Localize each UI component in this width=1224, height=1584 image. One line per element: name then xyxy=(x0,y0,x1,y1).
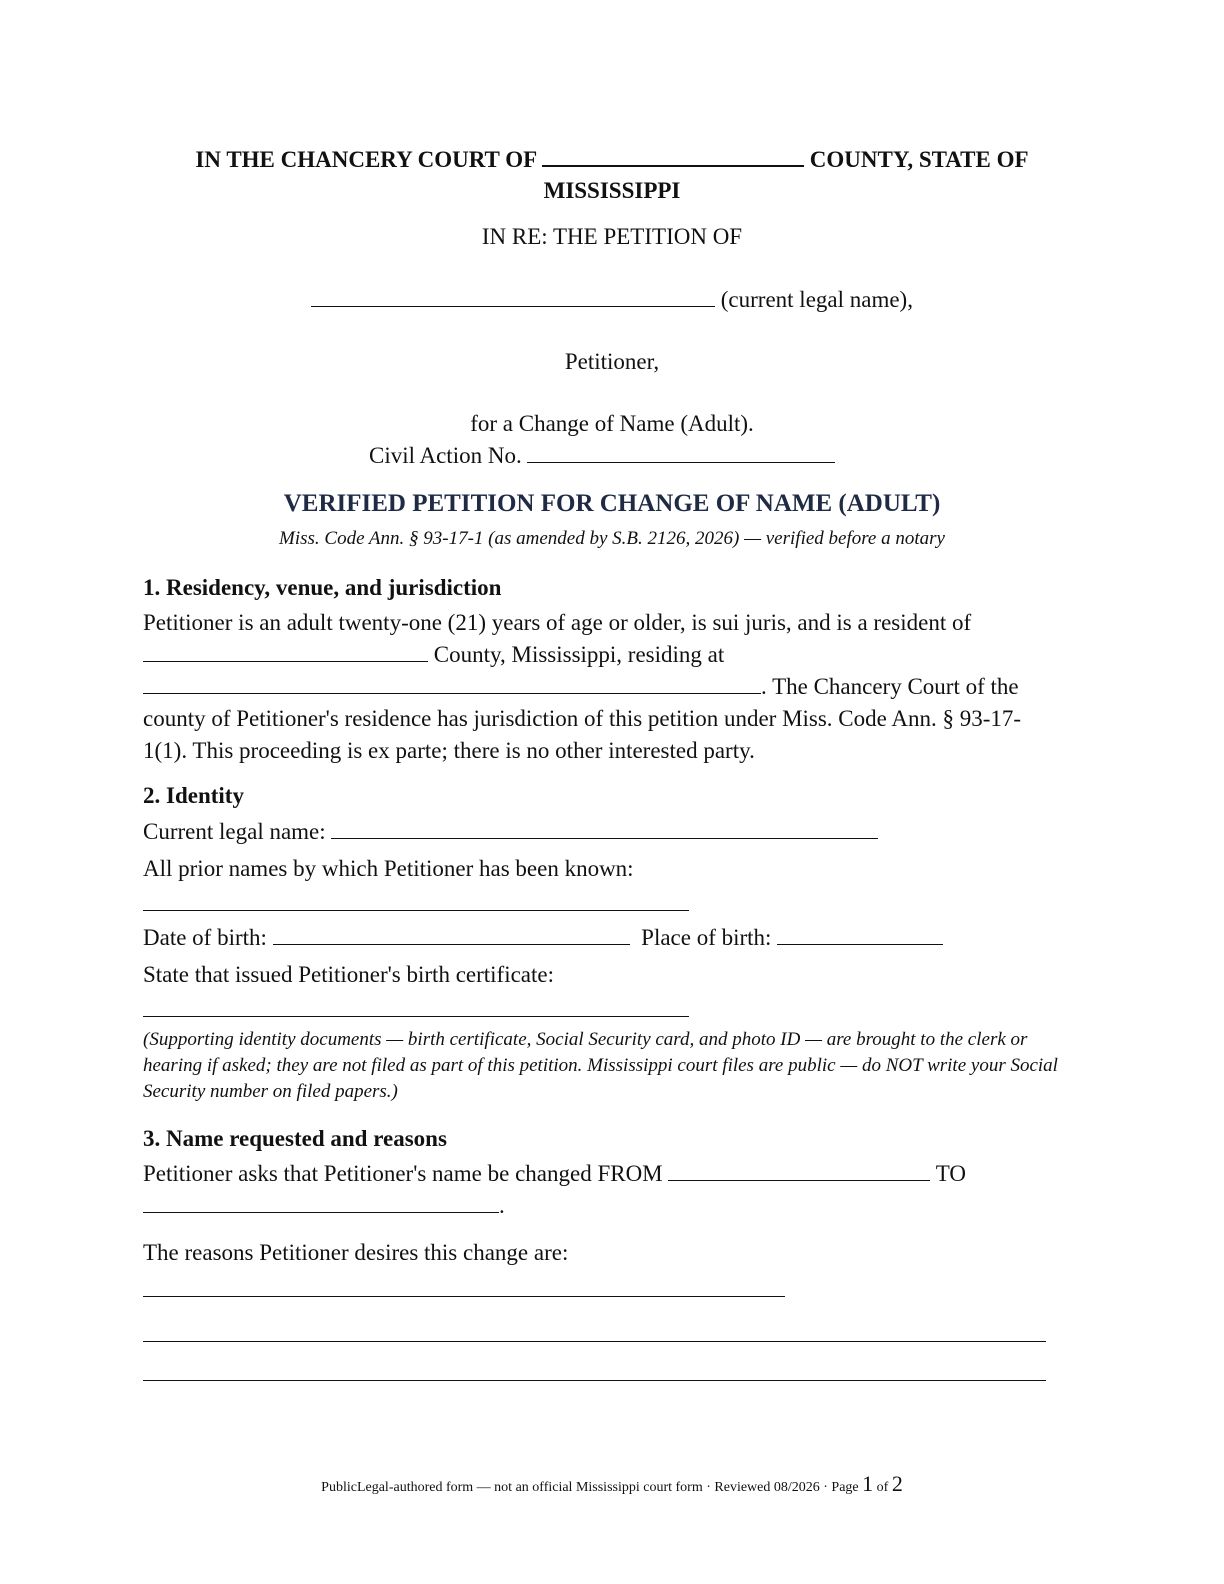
section-1-address-line xyxy=(143,671,1083,703)
footer-page-total: 2 xyxy=(891,1471,903,1496)
section-1-line-1: Petitioner is an adult twenty-one (21) years of age or older, is sui juris, and is a resident of xyxy=(143,610,972,635)
prior-names-label: All prior names by which Petitioner has been known: xyxy=(143,856,634,881)
reasons-blank-3[interactable] xyxy=(143,1380,1046,1381)
current-name-line xyxy=(140,284,1084,315)
court-caption xyxy=(140,144,1084,206)
county-text: County, Mississippi, residing at xyxy=(433,642,725,667)
name-change-row xyxy=(143,1158,1083,1190)
birth-state-blank[interactable] xyxy=(143,1016,689,1017)
chancery-text: . The Chancery Court of the xyxy=(761,674,1019,699)
section-1-heading: 1. Residency, venue, and jurisdiction xyxy=(143,575,502,600)
current-name-row xyxy=(143,816,1083,848)
section-3-heading: 3. Name requested and reasons xyxy=(143,1126,447,1151)
page-footer xyxy=(140,1472,1084,1500)
to-period: . xyxy=(499,1193,505,1218)
residence-county-blank[interactable] xyxy=(143,641,428,662)
reasons-blank-2[interactable] xyxy=(143,1341,1046,1342)
civil-action-blank[interactable] xyxy=(527,442,835,463)
to-name-row xyxy=(143,1190,1083,1222)
section-1-county-line xyxy=(143,639,1083,671)
residence-address-blank[interactable] xyxy=(143,673,761,694)
civil-action-line xyxy=(369,440,969,472)
county-blank[interactable] xyxy=(542,145,804,167)
from-text: Petitioner asks that Petitioner's name be changed FROM xyxy=(143,1161,663,1186)
court-prefix: IN THE CHANCERY COURT OF xyxy=(195,147,537,172)
to-name-blank[interactable] xyxy=(143,1192,499,1213)
current-legal-name-blank[interactable] xyxy=(311,286,715,307)
birth-row xyxy=(143,922,1083,954)
document-title: VERIFIED PETITION FOR CHANGE OF NAME (ADULT) xyxy=(283,490,941,517)
to-text: TO xyxy=(935,1161,966,1186)
from-name-blank[interactable] xyxy=(668,1160,930,1181)
footer-page-number: 1 xyxy=(862,1471,874,1496)
petitioner-label: Petitioner, xyxy=(564,349,660,374)
section-1-line-4: county of Petitioner's residence has jurisdiction of this petition under Miss. Code Ann. § 93-17- xyxy=(143,706,1022,731)
footer-of: of xyxy=(876,1480,889,1495)
section-2-heading: 2. Identity xyxy=(143,783,244,808)
change-of-name-label: for a Change of Name (Adult). xyxy=(470,411,754,436)
section-1-line-5: 1(1). This proceeding is ex parte; there is no other interested party. xyxy=(143,738,755,763)
current-name-blank[interactable] xyxy=(331,818,878,839)
reasons-blank-1[interactable] xyxy=(143,1296,785,1297)
civil-action-label: Civil Action No. xyxy=(369,443,522,468)
in-re-line: IN RE: THE PETITION OF xyxy=(481,224,743,249)
prior-names-blank[interactable] xyxy=(143,910,689,911)
court-state: MISSISSIPPI xyxy=(543,178,681,203)
pob-blank[interactable] xyxy=(777,924,943,945)
dob-label: Date of birth: xyxy=(143,925,267,950)
current-legal-name-label: (current legal name), xyxy=(720,287,913,312)
reasons-label: The reasons Petitioner desires this change are: xyxy=(143,1240,569,1265)
document-subtitle: Miss. Code Ann. § 93-17-1 (as amended by S.B. 2126, 2026) — verified before a notary xyxy=(279,528,945,549)
court-suffix: COUNTY, STATE OF xyxy=(809,147,1029,172)
birth-state-label: State that issued Petitioner's birth certificate: xyxy=(143,962,555,987)
dob-blank[interactable] xyxy=(273,924,630,945)
identity-documents-note: (Supporting identity documents — birth certificate, Social Security card, and photo ID — are brought to the clerk or hearing if asked; they are not filed as part of this petition. Mississippi court files are public — do NOT write your Social Security number on filed papers.) xyxy=(143,1029,1058,1102)
footer-text: PublicLegal-authored form — not an official Mississippi court form · Reviewed 08/2026 · Page xyxy=(321,1480,859,1495)
current-name-label: Current legal name: xyxy=(143,819,326,844)
pob-label: Place of birth: xyxy=(641,925,772,950)
